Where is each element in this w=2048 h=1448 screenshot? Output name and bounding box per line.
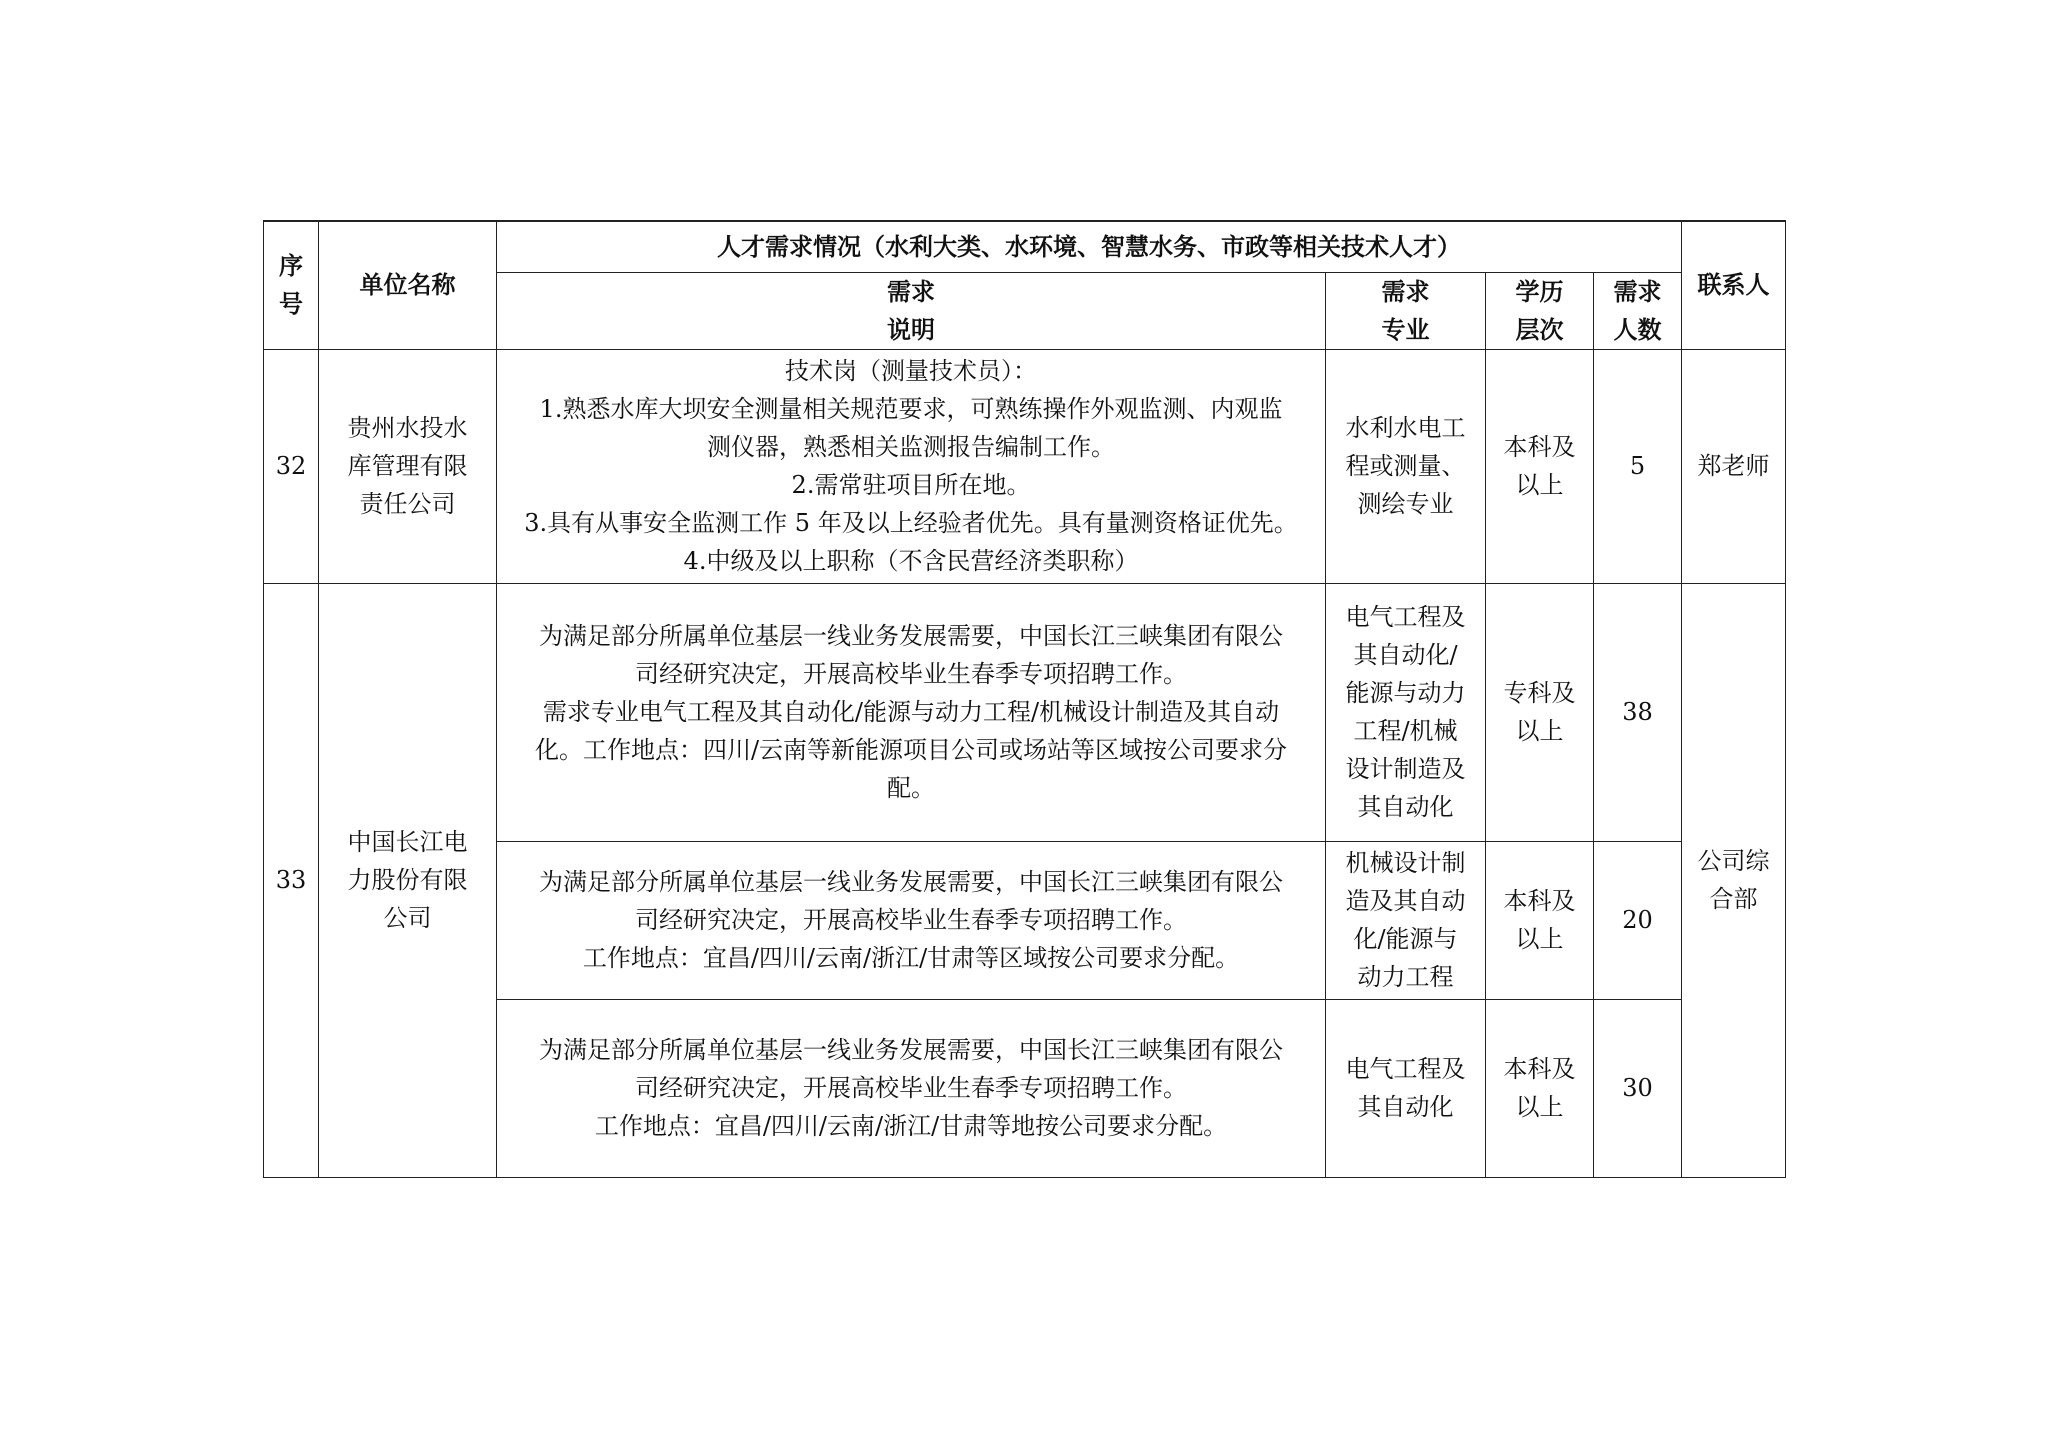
- row-seq: 33: [264, 583, 319, 1177]
- row-major: 电气工程及 其自动化: [1326, 999, 1486, 1177]
- talent-demand-table: [263, 220, 1786, 1178]
- row-edu: 专科及 以上: [1486, 583, 1594, 841]
- row-unit: 贵州水投水 库管理有限 责任公司: [319, 349, 497, 583]
- header-edu: 学历 层次: [1486, 272, 1594, 349]
- row-edu: 本科及 以上: [1486, 349, 1594, 583]
- row-desc: 为满足部分所属单位基层一线业务发展需要，中国长江三峡集团有限公 司经研究决定，开展高校毕业生春季专项招聘工作。 工作地点：宜昌/四川/云南/浙江/甘肃等地按公司要求分配。: [497, 999, 1326, 1177]
- header-contact: 联系人: [1682, 221, 1786, 349]
- row-seq: 32: [264, 349, 319, 583]
- header-talent-title: 人才需求情况（水利大类、水环境、智慧水务、市政等相关技术人才）: [497, 221, 1682, 272]
- row-edu: 本科及 以上: [1486, 999, 1594, 1177]
- header-seq: 序 号: [264, 221, 319, 349]
- row-desc: 为满足部分所属单位基层一线业务发展需要，中国长江三峡集团有限公 司经研究决定，开展高校毕业生春季专项招聘工作。 工作地点：宜昌/四川/云南/浙江/甘肃等区域按公司要求分配。: [497, 841, 1326, 999]
- header-unit-name: 单位名称: [319, 221, 497, 349]
- row-major: 电气工程及 其自动化/ 能源与动力 工程/机械 设计制造及 其自动化: [1326, 583, 1486, 841]
- row-unit: 中国长江电 力股份有限 公司: [319, 583, 497, 1177]
- row-major: 机械设计制 造及其自动 化/能源与 动力工程: [1326, 841, 1486, 999]
- table-row: [264, 583, 1786, 841]
- header-major: 需求 专业: [1326, 272, 1486, 349]
- row-edu: 本科及 以上: [1486, 841, 1594, 999]
- row-count: 30: [1594, 999, 1682, 1177]
- row-count: 20: [1594, 841, 1682, 999]
- row-contact: 公司综 合部: [1682, 583, 1786, 1177]
- row-desc: 技术岗（测量技术员）： 1.熟悉水库大坝安全测量相关规范要求，可熟练操作外观监测、内观监 测仪器，熟悉相关监测报告编制工作。 2.需常驻项目所在地。 3.具有从事安全监测工作 5 年及以上经验者优先。具有量测资格证优先。 4.中级及以上职称（不含民营经济类职称）: [497, 349, 1326, 583]
- header-count: 需求 人数: [1594, 272, 1682, 349]
- row-major: 水利水电工 程或测量、 测绘专业: [1326, 349, 1486, 583]
- row-contact: 郑老师: [1682, 349, 1786, 583]
- header-desc: 需求 说明: [497, 272, 1326, 349]
- row-desc: 为满足部分所属单位基层一线业务发展需要，中国长江三峡集团有限公 司经研究决定，开展高校毕业生春季专项招聘工作。 需求专业电气工程及其自动化/能源与动力工程/机械设计制造及其自动 化。工作地点：四川/云南等新能源项目公司或场站等区域按公司要求分 配。: [497, 583, 1326, 841]
- row-count: 38: [1594, 583, 1682, 841]
- table-row: [264, 349, 1786, 583]
- row-count: 5: [1594, 349, 1682, 583]
